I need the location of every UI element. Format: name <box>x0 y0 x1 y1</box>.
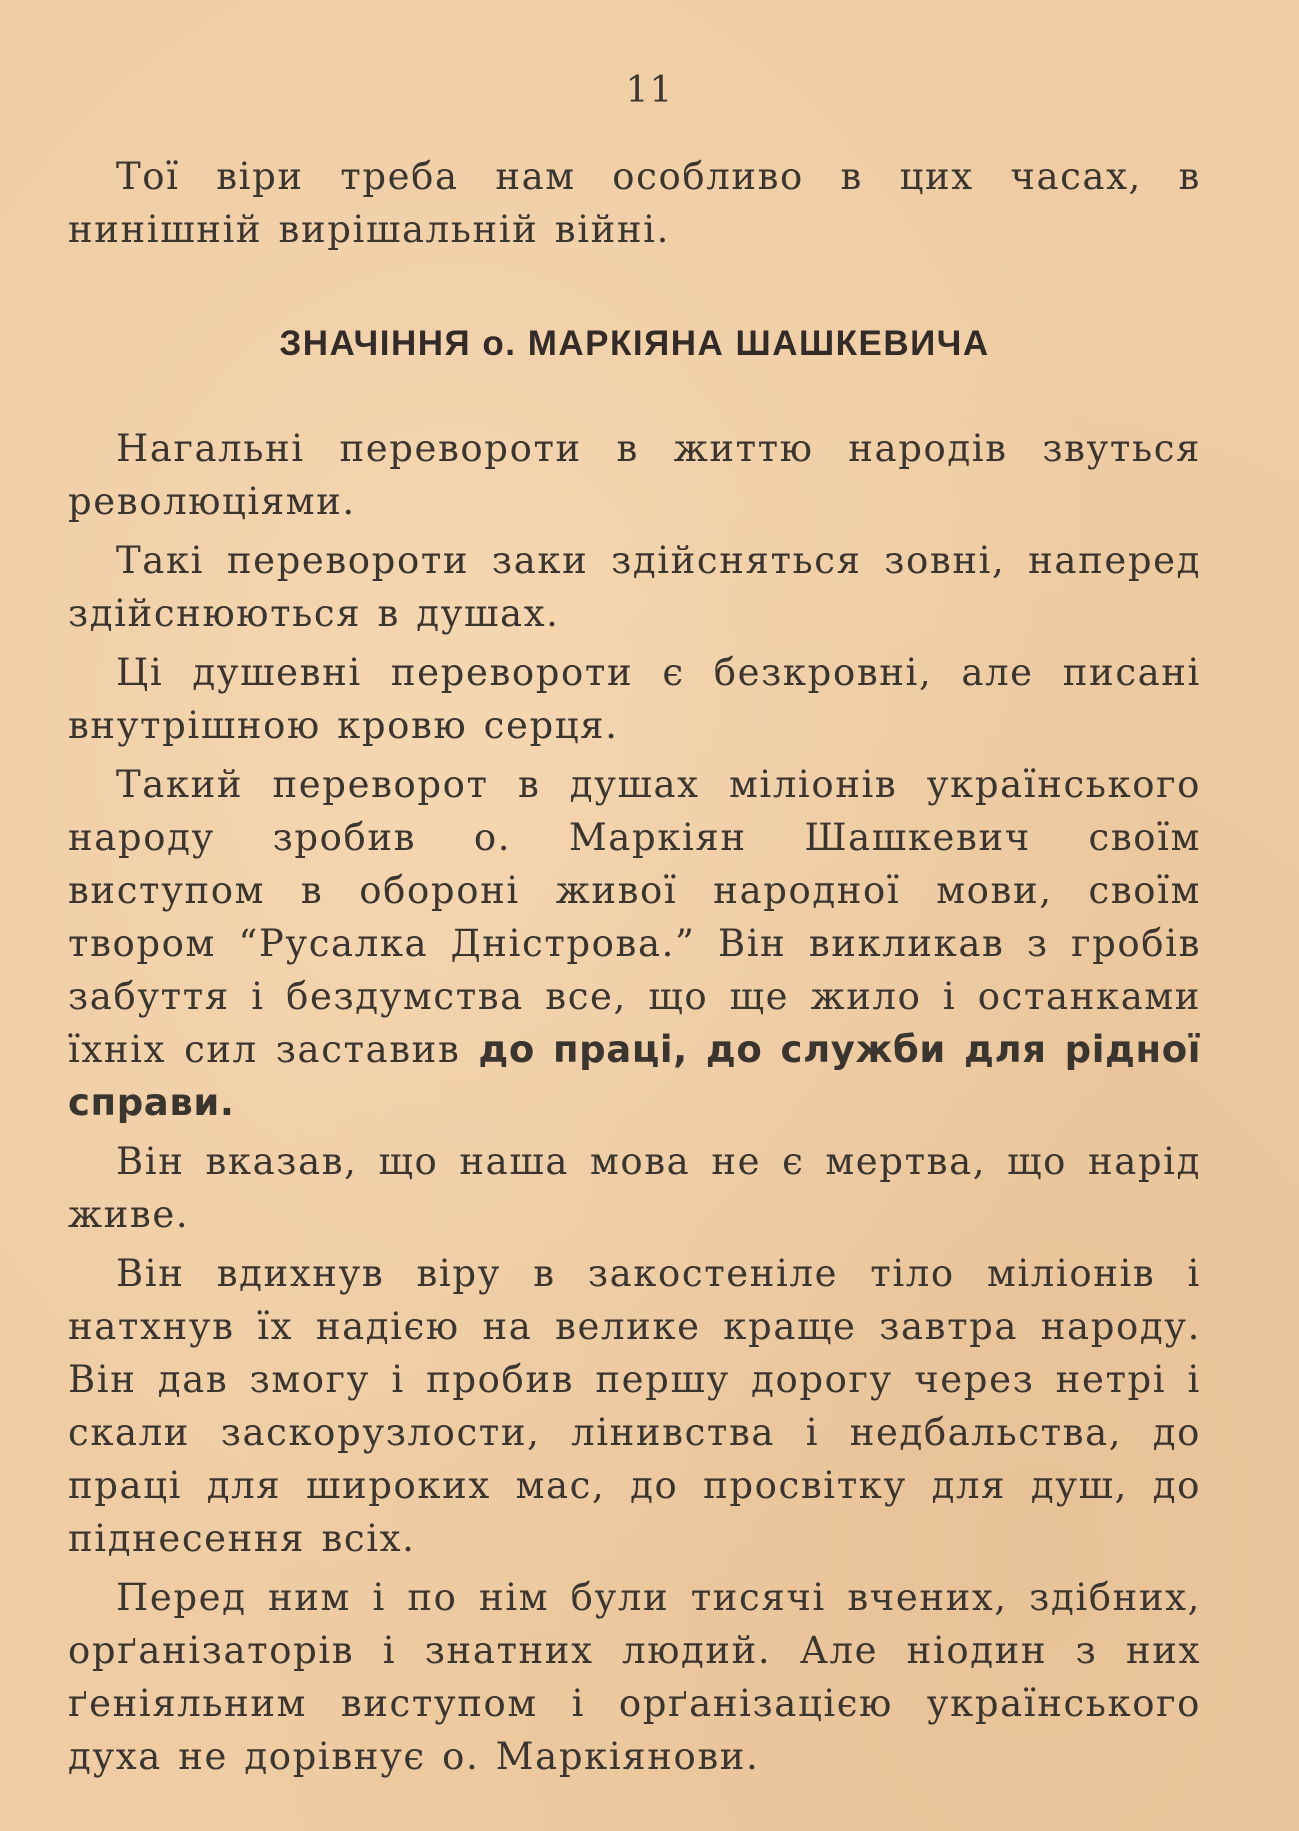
paragraph-souls: Такі перевороти заки здійсняться зовні, наперед здійснюються в душах. <box>68 539 1201 635</box>
paragraph-shashkevych-bold: до праці, до служби для рідної справи. <box>68 1028 1201 1124</box>
paragraph-faith: Він вдихнув віру в закостеніле тіло міліонів і натхнув їх надією на велике краще завтра народу. Він дав змогу і пробив першу дорогу через нетрі і скали заскорузлости, лінивства і недбальства, до праці для широких мас, до просвітку для душ, до піднесення всіх. <box>68 1252 1201 1560</box>
paragraph-revolutions: Нагальні перевороти в життю народів звуться революціями. <box>68 427 1201 523</box>
section-heading: ЗНАЧІННЯ о. МАРКІЯНА ШАШКЕВИЧА <box>279 324 990 363</box>
paragraph-shashkevych-text: Такий переворот в душах міліонів українського народу зробив о. Маркіян Шашкевич своїм виступом в обороні живої народної мови, своїм твором “Русалка Дністрова.” Він викликав з гробів забуття і бездумства все, що ще жило і останками їхніх сил заставив <box>68 763 1201 1071</box>
intro-paragraph: Тої віри треба нам особливо в цих часах, в нинішній вирішальній війні. <box>68 155 1201 251</box>
page-number: 11 <box>625 70 674 111</box>
paragraph-others: Перед ним і по нім були тисячі вчених, здібних, орґанізаторів і знатних людий. Але ніодин з них ґеніяльним виступом і орґанізацією українського духа не дорівнує о. Маркіянови. <box>68 1576 1201 1778</box>
paragraph-bloodless: Ці душевні перевороти є безкровні, але писані внутрішною кровю серця. <box>68 651 1201 747</box>
paragraph-language: Він вказав, що наша мова не є мертва, що нарід живе. <box>68 1140 1201 1236</box>
text-body <box>68 150 1201 1783</box>
paragraph-shashkevych <box>68 758 1201 1129</box>
